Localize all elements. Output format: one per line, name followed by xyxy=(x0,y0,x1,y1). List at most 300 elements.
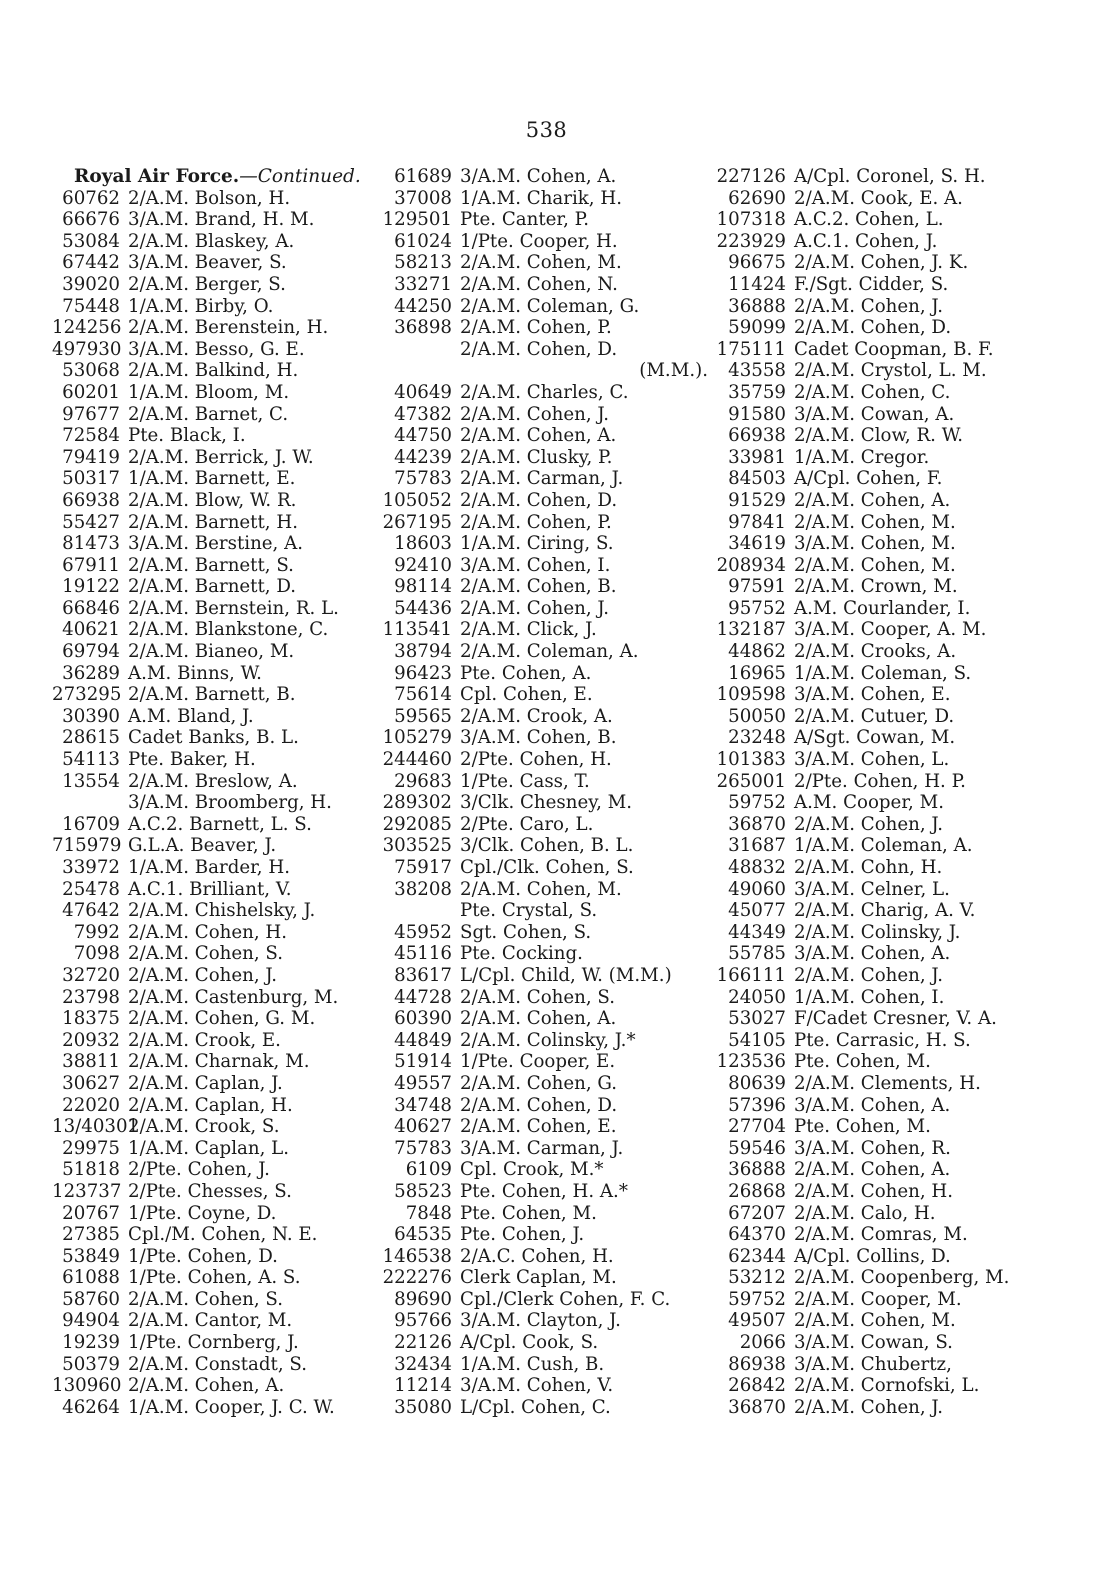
rank-and-name: 1/A.M. Bloom, M. xyxy=(128,381,290,403)
rank-and-name: 1/A.M. Coleman, A. xyxy=(794,835,973,857)
list-item xyxy=(700,468,1009,490)
service-number: 24050 xyxy=(728,986,786,1008)
rank-and-name: F./Sgt. Cidder, S. xyxy=(794,273,949,295)
list-item xyxy=(380,490,708,512)
list-item xyxy=(700,619,1009,641)
list-item xyxy=(380,188,708,210)
list-item xyxy=(52,296,361,318)
rank-and-name: 1/Pte. Cooper, E. xyxy=(460,1051,616,1073)
service-number: 6109 xyxy=(405,1159,452,1181)
rank-and-name: 1/A.M. Cush, B. xyxy=(460,1353,605,1375)
rank-and-name: 2/A.M. Blow, W. R. xyxy=(128,489,297,511)
service-number: 75448 xyxy=(62,295,120,317)
rank-and-name: 2/A.M. Cornofski, L. xyxy=(794,1375,980,1397)
service-number: 175111 xyxy=(716,338,786,360)
list-item xyxy=(380,598,708,620)
service-number: 39020 xyxy=(62,273,120,295)
list-item xyxy=(380,1224,708,1246)
service-number: 67207 xyxy=(728,1202,786,1224)
service-number: 124256 xyxy=(52,317,122,339)
service-number: 20767 xyxy=(62,1202,120,1224)
column-3-entries xyxy=(700,166,1009,1418)
rank-and-name: Cadet Banks, B. L. xyxy=(128,727,299,749)
rank-and-name: 1/A.M. Cregor. xyxy=(794,446,930,468)
list-item xyxy=(700,382,1009,404)
service-number: 67442 xyxy=(62,252,120,274)
service-number: 130960 xyxy=(52,1375,122,1397)
list-item xyxy=(380,1375,708,1397)
rank-and-name: 1/Pte. Cooper, H. xyxy=(460,230,618,252)
list-item xyxy=(700,641,1009,663)
service-number: 60390 xyxy=(394,1008,452,1030)
service-number: 97591 xyxy=(728,576,786,598)
list-item xyxy=(700,1332,1009,1354)
list-item xyxy=(52,1073,361,1095)
service-number: 303525 xyxy=(382,835,452,857)
service-number: 34619 xyxy=(728,533,786,555)
service-number: 32434 xyxy=(394,1353,452,1375)
rank-and-name: 3/A.M. Chubertz, xyxy=(794,1353,952,1375)
rank-and-name: 2/A.M. Cohen, J. xyxy=(460,403,610,425)
service-number: 45116 xyxy=(394,943,452,965)
list-item xyxy=(700,339,1009,361)
list-item xyxy=(700,835,1009,857)
list-item xyxy=(700,1051,1009,1073)
service-number: 50379 xyxy=(62,1353,120,1375)
service-number: 86938 xyxy=(728,1353,786,1375)
list-item xyxy=(700,1375,1009,1397)
service-number: 28615 xyxy=(62,727,120,749)
list-item xyxy=(380,231,708,253)
list-item xyxy=(380,1095,708,1117)
service-number: 95766 xyxy=(394,1310,452,1332)
list-item xyxy=(380,1138,708,1160)
rank-and-name: 2/A.M. Cantor, M. xyxy=(128,1310,293,1332)
rank-and-name: 2/Pte. Chesses, S. xyxy=(128,1180,292,1202)
service-number: 223929 xyxy=(716,230,786,252)
rank-and-name: 3/A.M. Cohen, A. xyxy=(460,166,617,187)
list-item xyxy=(700,296,1009,318)
list-item xyxy=(380,1051,708,1073)
service-number: 25478 xyxy=(62,878,120,900)
service-number: 101383 xyxy=(716,749,786,771)
rank-and-name: 2/A.M. Barnet, C. xyxy=(128,403,289,425)
rank-and-name: 2/A.M. Berenstein, H. xyxy=(128,317,329,339)
rank-and-name: 2/A.M. Charig, A. V. xyxy=(794,900,976,922)
service-number: 47382 xyxy=(394,403,452,425)
list-item xyxy=(700,943,1009,965)
rank-and-name: 2/A.M. Colinsky, J. xyxy=(794,921,961,943)
service-number: 60201 xyxy=(62,381,120,403)
rank-and-name: 2/A.M. Barnett, B. xyxy=(128,684,296,706)
list-item xyxy=(700,1354,1009,1376)
rank-and-name: 3/A.M. Cowan, A. xyxy=(794,403,955,425)
service-number: 54105 xyxy=(728,1029,786,1051)
rank-and-name: 2/A.M. Bolson, H. xyxy=(128,187,291,209)
service-number: 46264 xyxy=(62,1396,120,1418)
list-item xyxy=(380,857,708,879)
list-item xyxy=(700,1310,1009,1332)
list-item xyxy=(52,1224,361,1246)
list-item xyxy=(380,1332,708,1354)
service-number: 36870 xyxy=(728,813,786,835)
rank-and-name: A.C.2. Barnett, L. S. xyxy=(128,813,312,835)
service-number: 57396 xyxy=(728,1094,786,1116)
service-number: 132187 xyxy=(716,619,786,641)
rank-and-name: 2/A.M. Cohen, M. xyxy=(794,554,956,576)
rank-and-name: 2/A.M. Cohen, G. M. xyxy=(128,1008,316,1030)
list-item xyxy=(52,663,361,685)
list-item xyxy=(52,619,361,641)
service-number: 72584 xyxy=(62,425,120,447)
rank-and-name: 2/A.M. Blankstone, C. xyxy=(128,619,329,641)
rank-and-name: 2/A.M. Coleman, G. xyxy=(460,295,640,317)
rank-and-name: 3/A.M. Besso, G. E. xyxy=(128,338,305,360)
service-number: 91580 xyxy=(728,403,786,425)
service-number: 19239 xyxy=(62,1332,120,1354)
rank-and-name: A.M. Bland, J. xyxy=(128,705,254,727)
rank-and-name: 2/A.M. Cohen, H. xyxy=(794,1180,954,1202)
list-item xyxy=(700,663,1009,685)
rank-and-name: 2/A.M. Cohen, J. xyxy=(794,964,944,986)
rank-and-name: Cpl. Cohen, E. xyxy=(460,684,593,706)
list-item xyxy=(380,382,708,404)
rank-and-name: 2/A.M. Cohen, J. xyxy=(794,1396,944,1418)
service-number: 33972 xyxy=(62,857,120,878)
list-item xyxy=(52,1354,361,1376)
service-number: 66938 xyxy=(728,425,786,447)
rank-and-name: 2/A.M. Cohen, P. xyxy=(460,317,612,339)
rank-and-name: 2/A.M. Caplan, H. xyxy=(128,1094,293,1116)
service-number: 38811 xyxy=(62,1051,120,1073)
list-item xyxy=(380,512,708,534)
service-number: 54436 xyxy=(394,597,452,619)
service-number: 11214 xyxy=(394,1375,452,1397)
list-item xyxy=(700,684,1009,706)
list-item xyxy=(52,1310,361,1332)
service-number: 35759 xyxy=(728,381,786,403)
list-item xyxy=(52,943,361,965)
service-number: 26868 xyxy=(728,1180,786,1202)
service-number: 7848 xyxy=(405,1202,452,1224)
rank-and-name: 2/A.M. Click, J. xyxy=(460,619,597,641)
list-item xyxy=(700,879,1009,901)
list-item xyxy=(700,1095,1009,1117)
rank-and-name: 2/A.M. Cohen, J. K. xyxy=(794,252,969,274)
service-number: 59546 xyxy=(728,1137,786,1159)
rank-and-name: 2/A.M. Cohen, B. xyxy=(460,576,617,598)
rank-and-name: 2/A.M. Cohen, C. xyxy=(794,381,951,403)
rank-and-name: G.L.A. Beaver, J. xyxy=(128,835,277,857)
list-item xyxy=(700,1181,1009,1203)
rank-and-name: Cpl./M. Cohen, N. E. xyxy=(128,1224,318,1246)
rank-and-name: Clerk Caplan, M. xyxy=(460,1267,617,1289)
list-item xyxy=(52,771,361,793)
list-item xyxy=(52,382,361,404)
list-item xyxy=(52,965,361,987)
service-number: 44250 xyxy=(394,295,452,317)
list-item xyxy=(380,425,708,447)
service-number: 51818 xyxy=(62,1159,120,1181)
rank-and-name: 2/A.M. Cohen, J. xyxy=(460,597,610,619)
service-number: 123536 xyxy=(716,1051,786,1073)
rank-and-name: 3/A.M. Celner, L. xyxy=(794,878,950,900)
service-number: 49557 xyxy=(394,1072,452,1094)
service-number: 44862 xyxy=(728,641,786,663)
service-number: 107318 xyxy=(716,209,786,231)
service-number: 79419 xyxy=(62,446,120,468)
service-number: 40627 xyxy=(394,1116,452,1138)
rank-and-name: 3/A.M. Cooper, A. M. xyxy=(794,619,987,641)
list-item xyxy=(52,792,361,814)
rank-and-name: Pte. Cohen, M. xyxy=(794,1116,931,1138)
list-item xyxy=(700,1289,1009,1311)
service-number: 75917 xyxy=(394,857,452,878)
rank-and-name: Sgt. Cohen, S. xyxy=(460,921,592,943)
rank-and-name: 3/A.M. Broomberg, H. xyxy=(128,792,332,814)
rank-and-name: 2/A.M. Cohen, G. xyxy=(460,1072,618,1094)
list-item xyxy=(52,1030,361,1052)
service-number xyxy=(52,792,128,814)
rank-and-name: 2/A.M. Berrick, J. W. xyxy=(128,446,314,468)
rank-and-name: 3/A.M. Cohen, B. xyxy=(460,727,617,749)
rank-and-name: Pte. Cohen, J. xyxy=(460,1224,585,1246)
list-item xyxy=(52,1332,361,1354)
service-number: 7992 xyxy=(73,921,120,943)
service-number: 208934 xyxy=(716,554,786,576)
list-item xyxy=(700,533,1009,555)
rank-and-name: 1/A.M. Barder, H. xyxy=(128,857,291,878)
rank-and-name: 3/A.M. Brand, H. M. xyxy=(128,209,315,231)
service-number: 244460 xyxy=(382,749,452,771)
list-item xyxy=(380,835,708,857)
rank-and-name: 2/A.M. Cohen, A. xyxy=(460,1008,617,1030)
rank-and-name: A/Cpl. Collins, D. xyxy=(794,1245,951,1267)
rank-and-name: A.C.1. Cohen, J. xyxy=(794,230,938,252)
entry-continuation-text: (M.M.). xyxy=(639,360,708,382)
list-item xyxy=(52,576,361,598)
service-number: 75614 xyxy=(394,684,452,706)
list-item xyxy=(700,727,1009,749)
list-item xyxy=(380,943,708,965)
rank-and-name: Pte. Cohen, M. xyxy=(460,1202,597,1224)
list-item xyxy=(52,727,361,749)
rank-and-name: A/Cpl. Cook, S. xyxy=(460,1332,599,1354)
rank-and-name: 2/A.M. Cook, E. A. xyxy=(794,187,963,209)
list-item xyxy=(52,1246,361,1268)
service-number: 50050 xyxy=(728,705,786,727)
list-item xyxy=(700,1008,1009,1030)
service-number: 61024 xyxy=(394,230,452,252)
service-number: 53027 xyxy=(728,1008,786,1030)
list-item xyxy=(380,922,708,944)
rank-and-name: 2/A.M. Cohen, P. xyxy=(460,511,612,533)
rank-and-name: L/Cpl. Child, W. (M.M.) xyxy=(460,964,672,986)
list-item xyxy=(380,727,708,749)
list-item xyxy=(52,900,361,922)
service-number: 22126 xyxy=(394,1332,452,1354)
rank-and-name: 1/A.M. Birby, O. xyxy=(128,295,274,317)
service-number: 53212 xyxy=(728,1267,786,1289)
rank-and-name: 2/A.M. Colinsky, J.* xyxy=(460,1029,636,1051)
list-item xyxy=(52,684,361,706)
service-number: 53084 xyxy=(62,230,120,252)
service-number xyxy=(380,900,460,922)
list-item xyxy=(380,1073,708,1095)
list-item xyxy=(380,1203,708,1225)
list-item xyxy=(700,749,1009,771)
rank-and-name: 2/A.M. Cutuer, D. xyxy=(794,705,955,727)
service-number: 91529 xyxy=(728,489,786,511)
service-number: 36888 xyxy=(728,295,786,317)
service-number: 29975 xyxy=(62,1137,120,1159)
service-number: 67911 xyxy=(62,554,120,576)
service-number: 2066 xyxy=(739,1332,786,1354)
service-number: 58523 xyxy=(394,1180,452,1202)
rank-and-name: 2/A.M. Cohen, D. xyxy=(794,317,952,339)
rank-and-name: 2/A.M. Cohen, J. xyxy=(794,295,944,317)
service-number: 30390 xyxy=(62,705,120,727)
service-number: 18375 xyxy=(62,1008,120,1030)
rank-and-name: L/Cpl. Cohen, C. xyxy=(460,1396,611,1418)
list-item xyxy=(52,1095,361,1117)
list-item xyxy=(700,209,1009,231)
service-number: 97841 xyxy=(728,511,786,533)
rank-and-name: 2/A.M. Cooper, M. xyxy=(794,1288,962,1310)
service-number: 48832 xyxy=(728,857,786,878)
list-item xyxy=(52,598,361,620)
service-number: 36888 xyxy=(728,1159,786,1181)
rank-and-name: 2/A.M. Cohen, N. xyxy=(460,273,618,295)
list-item xyxy=(52,252,361,274)
list-item xyxy=(700,1030,1009,1052)
rank-and-name: 2/A.M. Constadt, S. xyxy=(128,1353,307,1375)
service-number: 45077 xyxy=(728,900,786,922)
service-number: 69794 xyxy=(62,641,120,663)
rank-and-name: 2/A.M. Cohen, S. xyxy=(128,943,284,965)
rank-and-name: 2/A.M. Cohen, A. xyxy=(794,489,951,511)
service-number: 94904 xyxy=(62,1310,120,1332)
service-number: 166111 xyxy=(716,964,786,986)
service-number: 146538 xyxy=(382,1245,452,1267)
rank-and-name: 2/A.M. Cohen, M. xyxy=(460,252,622,274)
rank-and-name: 3/Clk. Cohen, B. L. xyxy=(460,835,634,857)
service-number: 49060 xyxy=(728,878,786,900)
list-item xyxy=(52,231,361,253)
list-item xyxy=(52,1397,361,1419)
rank-and-name: 2/A.M. Cohen, S. xyxy=(128,1288,284,1310)
service-number: 222276 xyxy=(382,1267,452,1289)
rank-and-name: Pte. Carrasic, H. S. xyxy=(794,1029,971,1051)
list-item xyxy=(700,252,1009,274)
service-number: 59099 xyxy=(728,317,786,339)
list-item xyxy=(700,490,1009,512)
service-number: 20932 xyxy=(62,1029,120,1051)
rank-and-name: F/Cadet Cresner, V. A. xyxy=(794,1008,997,1030)
list-item xyxy=(700,1203,1009,1225)
list-item xyxy=(380,576,708,598)
list-item xyxy=(700,1267,1009,1289)
rank-and-name: 2/A.M. Cohn, H. xyxy=(794,857,943,878)
rank-and-name: 2/A.M. Charles, C. xyxy=(460,381,629,403)
service-number: 81473 xyxy=(62,533,120,555)
list-item xyxy=(380,771,708,793)
rank-and-name: Pte. Cohen, A. xyxy=(460,662,592,684)
list-item xyxy=(380,209,708,231)
service-number: 105279 xyxy=(382,727,452,749)
service-number: 58213 xyxy=(394,252,452,274)
list-item xyxy=(380,1354,708,1376)
rank-and-name: 3/A.M. Cowan, S. xyxy=(794,1332,953,1354)
list-item xyxy=(52,533,361,555)
list-item xyxy=(700,188,1009,210)
service-number: 265001 xyxy=(716,770,786,792)
service-number: 44349 xyxy=(728,921,786,943)
service-number: 33981 xyxy=(728,446,786,468)
list-item xyxy=(380,749,708,771)
rank-and-name: Cpl./Clk. Cohen, S. xyxy=(460,857,634,878)
service-number: 54113 xyxy=(62,749,120,771)
list-item xyxy=(700,1246,1009,1268)
service-number: 50317 xyxy=(62,468,120,490)
service-number: 58760 xyxy=(62,1288,120,1310)
service-number: 66676 xyxy=(62,209,120,231)
list-item xyxy=(700,404,1009,426)
list-item xyxy=(52,1138,361,1160)
list-item xyxy=(380,1397,708,1419)
list-item xyxy=(380,965,708,987)
service-number: 19122 xyxy=(62,576,120,598)
rank-and-name: 1/Pte. Cohen, A. S. xyxy=(128,1267,301,1289)
service-number: 715979 xyxy=(52,835,122,857)
list-item xyxy=(380,663,708,685)
service-number: 26842 xyxy=(728,1375,786,1397)
list-item xyxy=(700,555,1009,577)
rank-and-name: 3/A.M. Cohen, R. xyxy=(794,1137,951,1159)
list-item xyxy=(700,1224,1009,1246)
service-number: 113541 xyxy=(382,619,452,641)
service-number: 36898 xyxy=(394,317,452,339)
list-item xyxy=(380,987,708,1009)
service-number: 75783 xyxy=(394,468,452,490)
service-number: 44239 xyxy=(394,446,452,468)
service-number: 89690 xyxy=(394,1288,452,1310)
service-number: 40621 xyxy=(62,619,120,641)
list-item xyxy=(52,1008,361,1030)
service-number: 75783 xyxy=(394,1137,452,1159)
rank-and-name: 2/A.M. Crook, E. xyxy=(128,1029,281,1051)
list-item xyxy=(52,922,361,944)
list-item xyxy=(700,771,1009,793)
rank-and-name: 2/A.C. Cohen, H. xyxy=(460,1245,614,1267)
service-number: 44750 xyxy=(394,425,452,447)
service-number: 18603 xyxy=(394,533,452,555)
list-item xyxy=(52,555,361,577)
rank-and-name: 2/A.M. Berger, S. xyxy=(128,273,286,295)
service-number: 59565 xyxy=(394,705,452,727)
rank-and-name: Pte. Baker, H. xyxy=(128,749,256,771)
service-number: 13/40301 xyxy=(52,1116,140,1138)
service-number: 23798 xyxy=(62,986,120,1008)
rank-and-name: 2/A.M. Cohen, H. xyxy=(128,921,288,943)
rank-and-name: 2/A.M. Crook, A. xyxy=(460,705,613,727)
entry-continuation xyxy=(380,360,708,382)
rank-and-name: 2/A.M. Cohen, A. xyxy=(128,1375,285,1397)
service-number: 32720 xyxy=(62,964,120,986)
service-number: 64535 xyxy=(394,1224,452,1246)
list-item xyxy=(380,404,708,426)
service-number: 23248 xyxy=(728,727,786,749)
